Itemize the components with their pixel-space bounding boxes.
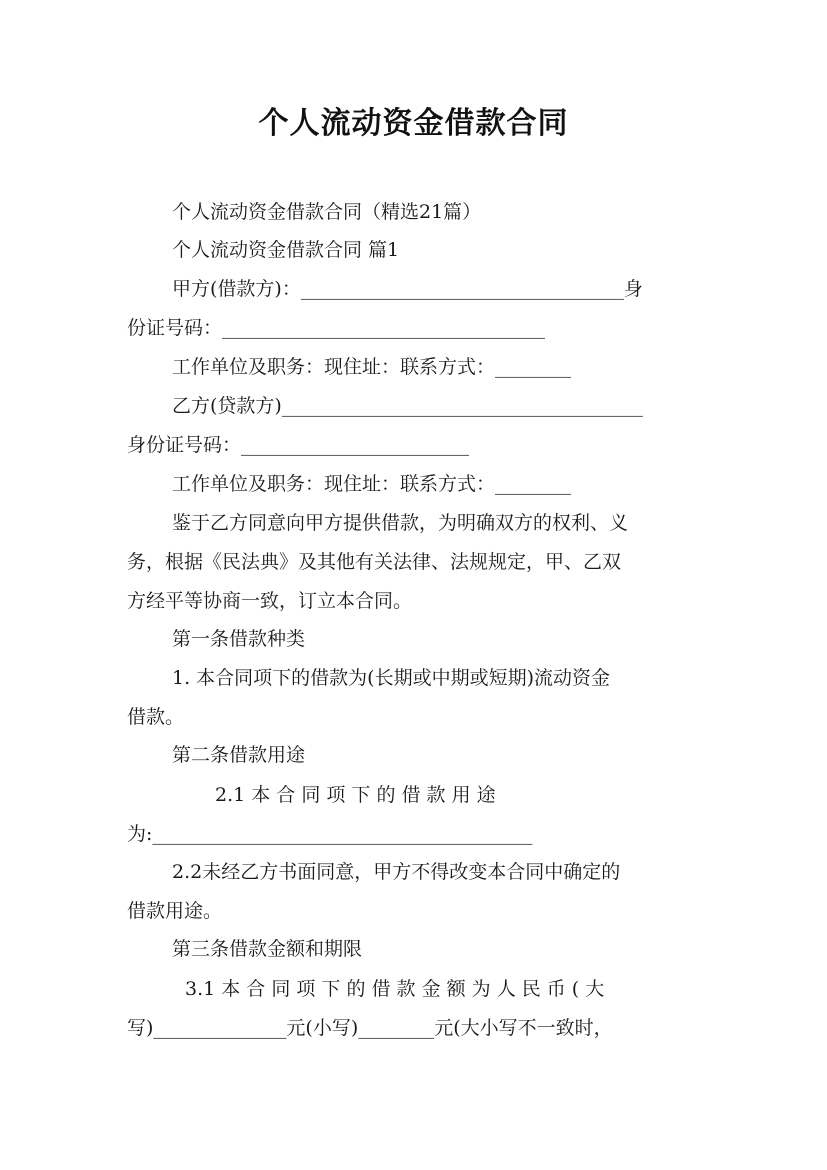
paragraph-line: 写)______________元(小写)________元(大小写不一致时， <box>127 1017 613 1039</box>
party-b-work-line: 工作单位及职务：现住址：联系方式：________ <box>172 473 572 495</box>
document-title: 个人流动资金借款合同 <box>258 106 569 141</box>
paragraph-line: 借款用途。 <box>127 900 223 922</box>
paragraph-line: 借款。 <box>127 706 185 728</box>
party-a-work-line: 工作单位及职务：现住址：联系方式：________ <box>172 356 572 378</box>
paragraph-line: 2.1 本 合 同 项 下 的 借 款 用 途 <box>215 784 496 806</box>
paragraph-line: 为:________________________________________ <box>127 823 533 845</box>
paragraph-line: 务，根据《民法典》及其他有关法律、法规规定，甲、乙双 <box>127 551 622 573</box>
article-heading: 第三条借款金额和期限 <box>172 938 363 960</box>
subtitle-line: 个人流动资金借款合同（精选21篇） <box>172 201 482 223</box>
article-heading: 第二条借款用途 <box>172 744 306 766</box>
paragraph-line: 1. 本合同项下的借款为(长期或中期或短期)流动资金 <box>172 667 610 689</box>
party-a-id-line: 份证号码：__________________________________ <box>127 317 546 339</box>
paragraph-line: 方经平等协商一致，订立本合同。 <box>127 590 413 612</box>
paragraph-line: 3.1 本 合 同 项 下 的 借 款 金 额 为 人 民 币 ( 大 <box>185 978 605 1000</box>
party-b-line: 乙方(贷款方)______________________________________ <box>172 395 643 417</box>
paragraph-line: 2.2未经乙方书面同意，甲方不得改变本合同中确定的 <box>172 861 621 883</box>
paragraph-line: 鉴于乙方同意向甲方提供借款，为明确双方的权利、义 <box>172 512 629 534</box>
party-b-id-line: 身份证号码：________________________ <box>127 434 470 456</box>
party-a-line: 甲方(借款方)：__________________________________身 <box>172 278 643 300</box>
section-heading: 个人流动资金借款合同 篇1 <box>172 239 400 261</box>
article-heading: 第一条借款种类 <box>172 628 306 650</box>
